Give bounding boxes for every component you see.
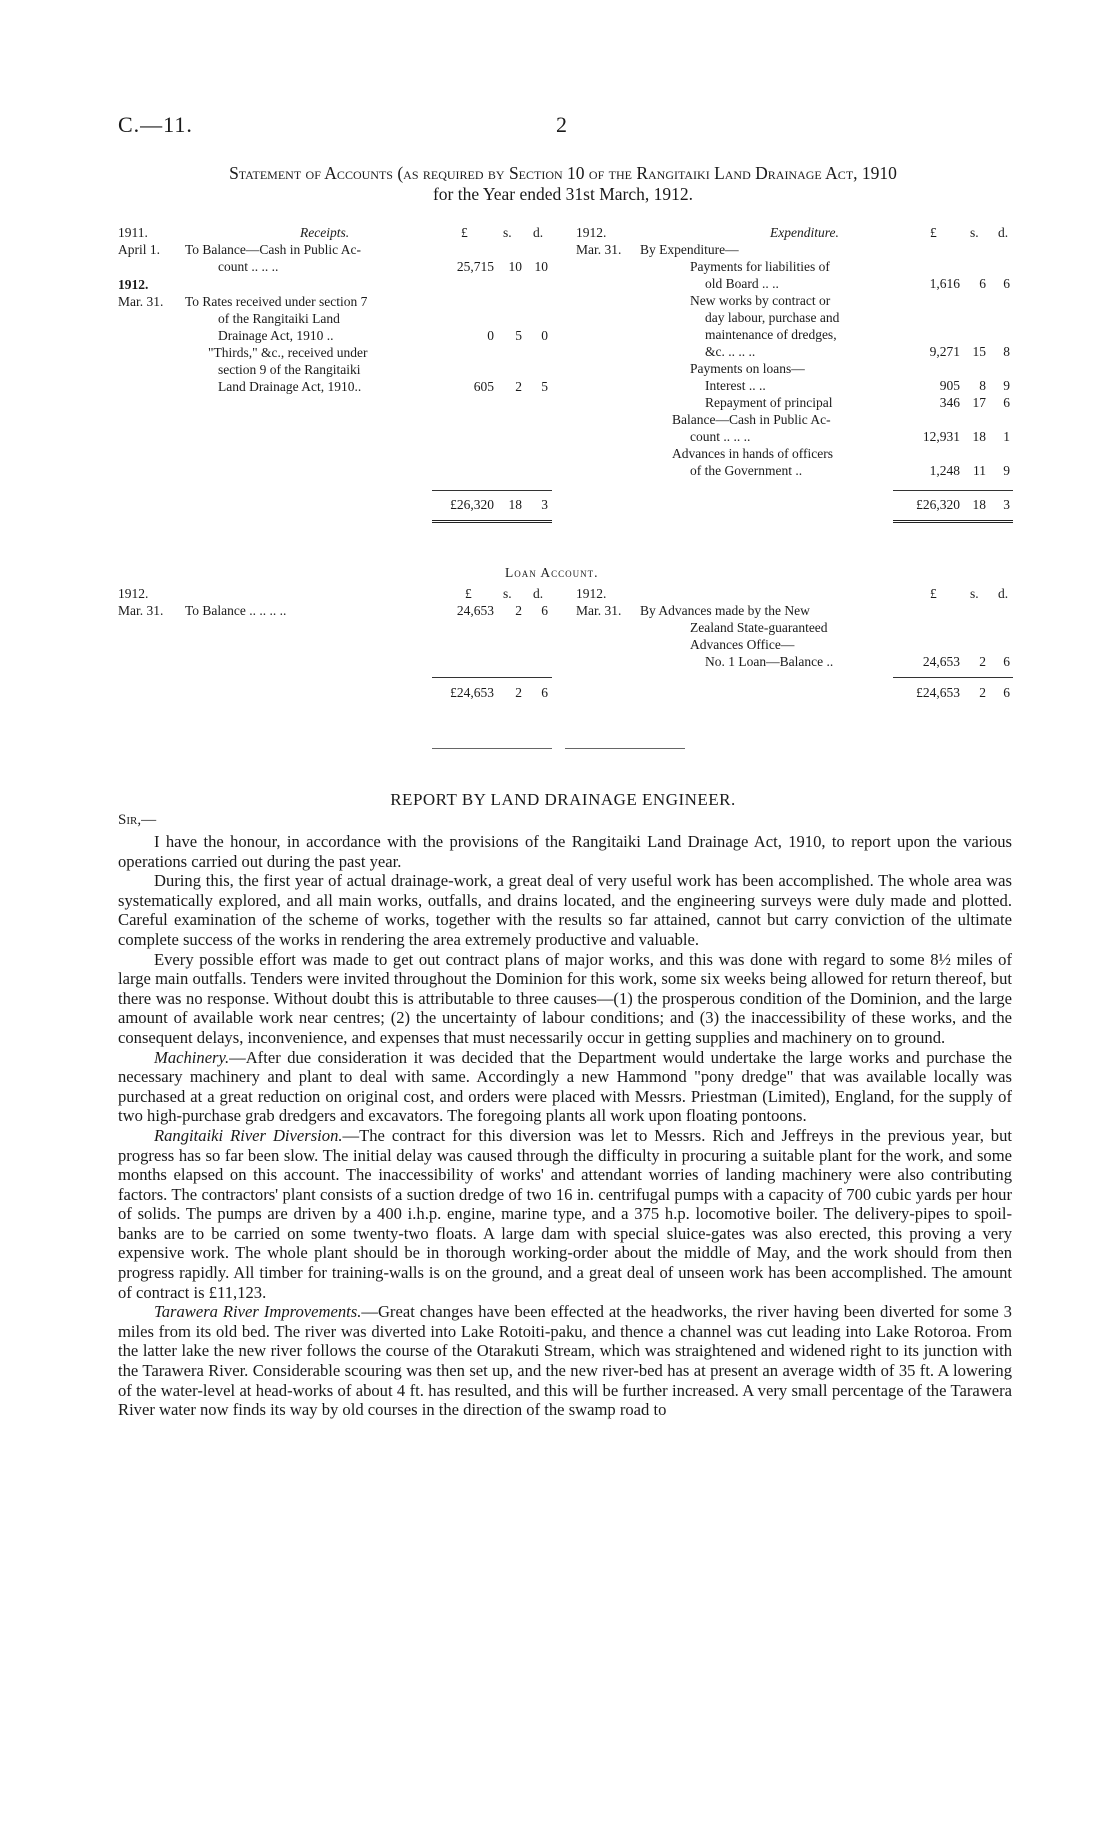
total-rule [893, 490, 1013, 491]
expenditure-line: old Board .. .. [705, 276, 779, 291]
expenditure-line: Repayment of principal [705, 395, 833, 410]
receipt-line: To Rates received under section 7 [185, 294, 368, 309]
receipt-date: April 1. [118, 242, 160, 257]
receipt-line: count .. .. .. [218, 259, 279, 274]
expenditure-line: of the Government .. [690, 463, 803, 478]
paragraph [118, 1302, 1012, 1420]
amount-shillings: 17 [972, 395, 986, 410]
expenditure-line: Advances in hands of officers [672, 446, 833, 461]
amount-pounds: 24,653 [456, 603, 494, 618]
receipt-year: 1912. [118, 277, 149, 292]
amount-pounds: 905 [939, 378, 960, 393]
paragraph-heading: Rangitaiki River Diversion. [154, 1125, 343, 1145]
amount-shillings: 18 [972, 429, 986, 444]
expenditure-total-pounds: £26,320 [916, 497, 960, 512]
receipts-pound-symbol: £ [461, 225, 468, 240]
amount-pounds: 9,271 [929, 344, 960, 359]
total-rule [432, 677, 552, 678]
receipt-line: Drainage Act, 1910 .. [218, 328, 334, 343]
amount-shillings: 10 [508, 259, 522, 274]
expenditure-line: By Expenditure— [640, 242, 739, 257]
paragraph-heading: Machinery. [154, 1047, 230, 1067]
loan-left-total-pounds: £24,653 [450, 685, 494, 700]
amount-pounds: 12,931 [922, 429, 960, 444]
receipts-shilling-symbol: s. [503, 225, 512, 240]
expenditure-pound-symbol: £ [930, 225, 937, 240]
receipts-total-pence: 3 [541, 497, 548, 512]
loan-account-title: Loan Account. [505, 565, 599, 580]
loan-left-pound-symbol: £ [465, 586, 472, 601]
loan-right-line: Zealand State-guaranteed [690, 620, 828, 635]
expenditure-line: day labour, purchase and [705, 310, 840, 325]
salutation: Sir,— [118, 812, 157, 828]
loan-right-line: No. 1 Loan—Balance .. [705, 654, 834, 669]
loan-right-total-pence: 6 [1003, 685, 1010, 700]
expenditure-pence-symbol: d. [998, 225, 1009, 240]
loan-right-line: Advances Office— [690, 637, 795, 652]
amount-pence: 9 [1003, 378, 1010, 393]
section-divider [432, 748, 552, 749]
receipt-line: of the Rangitaiki Land [218, 311, 340, 326]
amount-pence: 5 [541, 379, 548, 394]
expenditure-heading: Expenditure. [770, 225, 839, 240]
expenditure-line: maintenance of dredges, [705, 327, 837, 342]
amount-pence: 6 [1003, 395, 1010, 410]
amount-shillings: 5 [515, 328, 522, 343]
document-reference: C.—11. [118, 112, 193, 137]
receipt-line: Land Drainage Act, 1910.. [218, 379, 362, 394]
loan-right-line: By Advances made by the New [640, 603, 810, 618]
loan-right-pence-symbol: d. [998, 586, 1009, 601]
total-double-rule [893, 520, 1013, 523]
expenditure-line: Interest .. .. [705, 378, 766, 393]
expenditure-total-pence: 3 [1003, 497, 1010, 512]
loan-right-date: Mar. 31. [576, 603, 622, 618]
amount-pence: 10 [534, 259, 548, 274]
amount-shillings: 2 [515, 379, 522, 394]
expenditure-line: New works by contract or [690, 293, 831, 308]
loan-left-text: To Balance .. .. .. .. [185, 603, 287, 618]
paragraph [118, 1126, 1012, 1302]
total-rule [432, 490, 552, 491]
paragraph [118, 1048, 1012, 1126]
expenditure-line: Balance—Cash in Public Ac- [672, 412, 831, 427]
amount-shillings: 15 [972, 344, 986, 359]
loan-left-total-shillings: 2 [515, 685, 522, 700]
receipt-line: section 9 of the Rangitaiki [218, 362, 361, 377]
receipts-year: 1911. [118, 225, 148, 240]
receipt-line: To Balance—Cash in Public Ac- [185, 242, 362, 257]
amount-pounds: 605 [473, 379, 494, 394]
paragraph: During this, the first year of actual drainage-work, a great deal of very useful work has been accomplished. The whole area was systematically explored, and all main works, outfalls, and drains located, and the engineering surveys were duly made and plotted. Careful examination of the scheme of works, together with the results so far attained, cannot but carry conviction of the ultimate complete success of the works in rendering the area extremely productive and valuable. [118, 871, 1012, 949]
page-number: 2 [556, 112, 567, 137]
loan-left-shilling-symbol: s. [503, 586, 512, 601]
amount-pounds: 1,248 [929, 463, 960, 478]
paragraph-text: —After due consideration it was decided that the Department would undertake the large works and purchase the necessary machinery and plant to deal with same. Accordingly a new Hammond "pony dredge" that was available locally was purchased at a great reduction on original cost, and orders were placed with Messrs. Priestman (Limited), England, for the supply of two high-purchase grab dredgers and excavators. The foregoing plants all work upon floating pontoons. [118, 1047, 1012, 1126]
amount-pence: 0 [541, 328, 548, 343]
paragraph-heading: Tarawera River Improvements. [154, 1302, 362, 1322]
receipt-line: "Thirds," &c., received under [208, 345, 368, 360]
receipts-heading: Receipts. [300, 225, 350, 240]
amount-pounds: 25,715 [456, 259, 494, 274]
receipts-total-pounds: £26,320 [450, 497, 494, 512]
loan-right-pound-symbol: £ [930, 586, 937, 601]
report-body [118, 832, 1012, 1420]
loan-right-total-pounds: £24,653 [916, 685, 960, 700]
paragraph-text: —The contract for this diversion was let to Messrs. Rich and Jeffreys in the previous year, but progress has so far been slow. The initial delay was caused through the difficulty in procuring a suitable plant for the work, and some months elapsed on this account. The inaccessibility of works' and attendant worries of landing machinery were also contributing factors. The contractors' plant consists of a suction dredge of two 16 in. centrifugal pumps with a capacity of 700 cubic yards per hour of solids. The pumps are driven by a 400 i.h.p. engine, marine type, and a 375 h.p. locomotive boiler. The delivery-pipes to spoil-banks are to be carried on some twenty-two floats. A large dam with special sluice-gates was also erected, this proving a very expensive work. The whole plant should be in thorough working-order about the middle of May, and the work should from then progress rapidly. All timber for training-walls is on the ground, and a great deal of unseen work has been accomplished. The amount of contract is £11,123. [118, 1125, 1012, 1302]
amount-pence: 6 [1003, 276, 1010, 291]
amount-shillings: 8 [979, 378, 986, 393]
total-rule [893, 677, 1013, 678]
loan-left-total-pence: 6 [541, 685, 548, 700]
amount-pounds: 1,616 [929, 276, 960, 291]
total-double-rule [432, 520, 552, 523]
report-title: REPORT BY LAND DRAINAGE ENGINEER. [390, 790, 736, 809]
amount-shillings: 2 [515, 603, 522, 618]
paragraph-text: —Great changes have been effected at the headworks, the river having been diverted for some 3 miles from its old bed. The river was diverted into Lake Rotoiti-paku, and thence a channel was cut leading into Lake Rotoroa. From the latter lake the new river follows the course of the Otarakuti Stream, which was straightened and widened right to its junction with the Tarawera River. Considerable scouring was then set up, and the new river-bed has at present an average width of 35 ft. A lowering of the water-level at head-works of about 4 ft. has resulted, and this will be further increased. A very small percentage of the Tarawera River water now finds its way by old courses in the direction of the swamp road to [118, 1302, 1012, 1420]
receipt-date: Mar. 31. [118, 294, 164, 309]
amount-pence: 8 [1003, 344, 1010, 359]
amount-pounds: 0 [487, 328, 494, 343]
expenditure-date: Mar. 31. [576, 242, 622, 257]
loan-right-total-shillings: 2 [979, 685, 986, 700]
amount-pence: 9 [1003, 463, 1010, 478]
expenditure-line: Payments for liabilities of [690, 259, 830, 274]
loan-right-year: 1912. [576, 586, 607, 601]
amount-shillings: 2 [979, 654, 986, 669]
expenditure-line: Payments on loans— [690, 361, 805, 376]
accounts-statement [0, 0, 1114, 760]
expenditure-line: &c. .. .. .. [705, 344, 756, 359]
amount-pounds: 346 [939, 395, 960, 410]
amount-pence: 6 [541, 603, 548, 618]
loan-left-date: Mar. 31. [118, 603, 164, 618]
loan-right-shilling-symbol: s. [970, 586, 979, 601]
paragraph: Every possible effort was made to get out contract plans of major works, and this was done with regard to some 8½ miles of large main outfalls. Tenders were invited throughout the Dominion for this work, some six weeks being allowed for return thereof, but there was no response. Without doubt this is attributable to three causes—(1) the prosperous condition of the Dominion, and the large amount of available work near centres; (2) the uncertainty of labour conditions; and (3) the inaccessibility of these works, and the consequent delays, inconvenience, and expenses that must necessarily occur in getting supplies and machinery on to ground. [118, 949, 1012, 1047]
loan-left-year: 1912. [118, 586, 149, 601]
amount-pence: 6 [1003, 654, 1010, 669]
expenditure-total-shillings: 18 [972, 497, 986, 512]
expenditure-line: count .. .. .. [690, 429, 751, 444]
loan-left-pence-symbol: d. [533, 586, 544, 601]
expenditure-shilling-symbol: s. [970, 225, 979, 240]
statement-title-line2: for the Year ended 31st March, 1912. [432, 184, 693, 204]
paragraph: I have the honour, in accordance with the provisions of the Rangitaiki Land Drainage Act, 1910, to report upon the various operations carried out during the past year. [118, 832, 1012, 871]
amount-pounds: 24,653 [922, 654, 960, 669]
statement-title-line1: Statement of Accounts (as required by Section 10 of the Rangitaiki Land Drainage Act, 1910 [229, 163, 897, 183]
expenditure-year: 1912. [576, 225, 607, 240]
amount-shillings: 11 [973, 463, 986, 478]
amount-shillings: 6 [979, 276, 986, 291]
amount-pence: 1 [1003, 429, 1010, 444]
receipts-total-shillings: 18 [508, 497, 522, 512]
receipts-pence-symbol: d. [533, 225, 544, 240]
section-divider [565, 748, 685, 749]
